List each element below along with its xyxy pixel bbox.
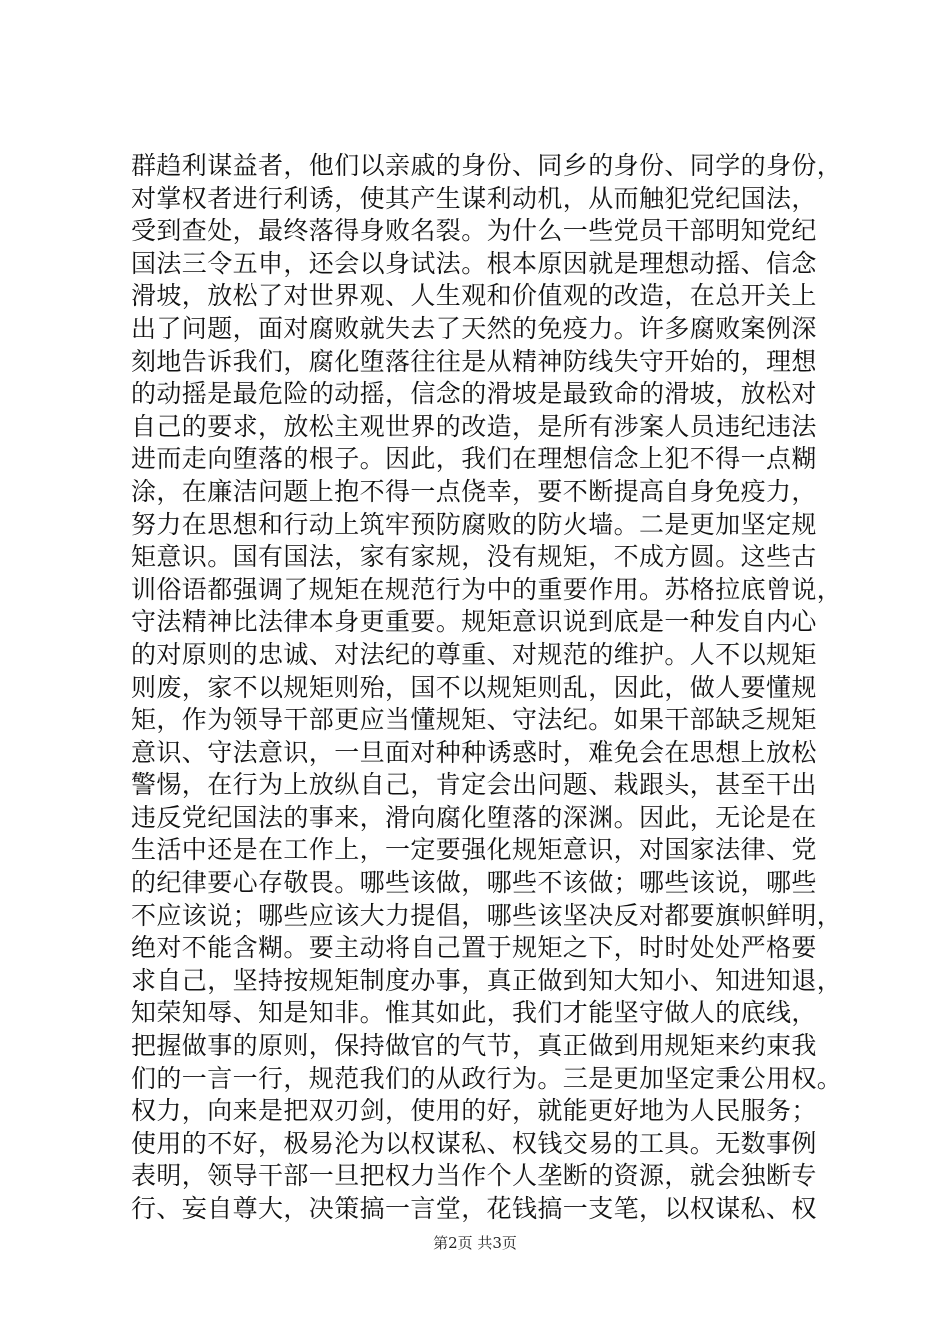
text-line: 自己的要求，放松主观世界的改造，是所有涉案人员违纪违法 [131, 411, 817, 441]
page-footer: 第2页 共3页 [433, 1234, 517, 1252]
text-line: 意识、守法意识，一旦面对种种诱惑时，难免会在思想上放松 [131, 737, 817, 767]
text-line: 群趋利谋益者，他们以亲戚的身份、同乡的身份、同学的身份， [131, 151, 843, 180]
text-line: 求自己，坚持按规矩制度办事，真正做到知大知小、知进知退， [131, 965, 843, 995]
text-line: 矩，作为领导干部更应当懂规矩、守法纪。如果干部缺乏规矩 [131, 705, 817, 735]
text-line: 进而走向堕落的根子。因此，我们在理想信念上犯不得一点糊 [131, 444, 817, 474]
text-line: 训俗语都强调了规矩在规范行为中的重要作用。苏格拉底曾说， [131, 574, 843, 604]
text-line: 国法三令五申，还会以身试法。根本原因就是理想动摇、信念 [131, 248, 817, 278]
text-line: 努力在思想和行动上筑牢预防腐败的防火墙。二是更加坚定规 [131, 509, 817, 539]
text-line: 违反党纪国法的事来，滑向腐化堕落的深渊。因此，无论是在 [131, 802, 817, 832]
text-line: 们的一言一行，规范我们的从政行为。三是更加坚定秉公用权。 [131, 1063, 843, 1093]
text-line: 的动摇是最危险的动摇，信念的滑坡是最致命的滑坡，放松对 [131, 379, 817, 409]
text-line: 行、妄自尊大，决策搞一言堂，花钱搞一支笔，以权谋私、权 [131, 1194, 817, 1223]
text-line: 权力，向来是把双刃剑，使用的好，就能更好地为人民服务； [131, 1096, 817, 1126]
text-line: 守法精神比法律本身更重要。规矩意识说到底是一种发自内心 [131, 607, 817, 637]
text-line: 矩意识。国有国法，家有家规，没有规矩，不成方圆。这些古 [131, 542, 817, 572]
text-line: 出了问题，面对腐败就失去了天然的免疫力。许多腐败案例深 [131, 313, 817, 343]
body-text [131, 150, 851, 1226]
text-line: 的对原则的忠诚、对法纪的尊重、对规范的维护。人不以规矩 [131, 639, 817, 669]
text-line: 的纪律要心存敬畏。哪些该做，哪些不该做；哪些该说，哪些 [131, 868, 817, 898]
text-line: 使用的不好，极易沦为以权谋私、权钱交易的工具。无数事例 [131, 1128, 817, 1158]
text-line: 对掌权者进行利诱，使其产生谋利动机，从而触犯党纪国法， [131, 183, 817, 213]
text-line: 知荣知辱、知是知非。惟其如此，我们才能坚守做人的底线， [131, 998, 817, 1028]
text-line: 把握做事的原则，保持做官的气节，真正做到用规矩来约束我 [131, 1031, 817, 1061]
text-line: 刻地告诉我们，腐化堕落往往是从精神防线失守开始的，理想 [131, 346, 817, 376]
text-line: 滑坡，放松了对世界观、人生观和价值观的改造，在总开关上 [131, 281, 817, 311]
text-line: 受到查处，最终落得身败名裂。为什么一些党员干部明知党纪 [131, 216, 817, 246]
text-line: 表明，领导干部一旦把权力当作个人垄断的资源，就会独断专 [131, 1161, 817, 1191]
text-line: 不应该说；哪些应该大力提倡，哪些该坚决反对都要旗帜鲜明， [131, 900, 843, 930]
text-line: 涂，在廉洁问题上抱不得一点侥幸，要不断提高自身免疫力， [131, 476, 817, 506]
text-line: 警惕，在行为上放纵自己，肯定会出问题、栽跟头，甚至干出 [131, 770, 817, 800]
text-line: 生活中还是在工作上，一定要强化规矩意识，对国家法律、党 [131, 835, 817, 865]
text-line: 则废，家不以规矩则殆，国不以规矩则乱，因此，做人要懂规 [131, 672, 817, 702]
text-line: 绝对不能含糊。要主动将自己置于规矩之下，时时处处严格要 [131, 933, 817, 963]
